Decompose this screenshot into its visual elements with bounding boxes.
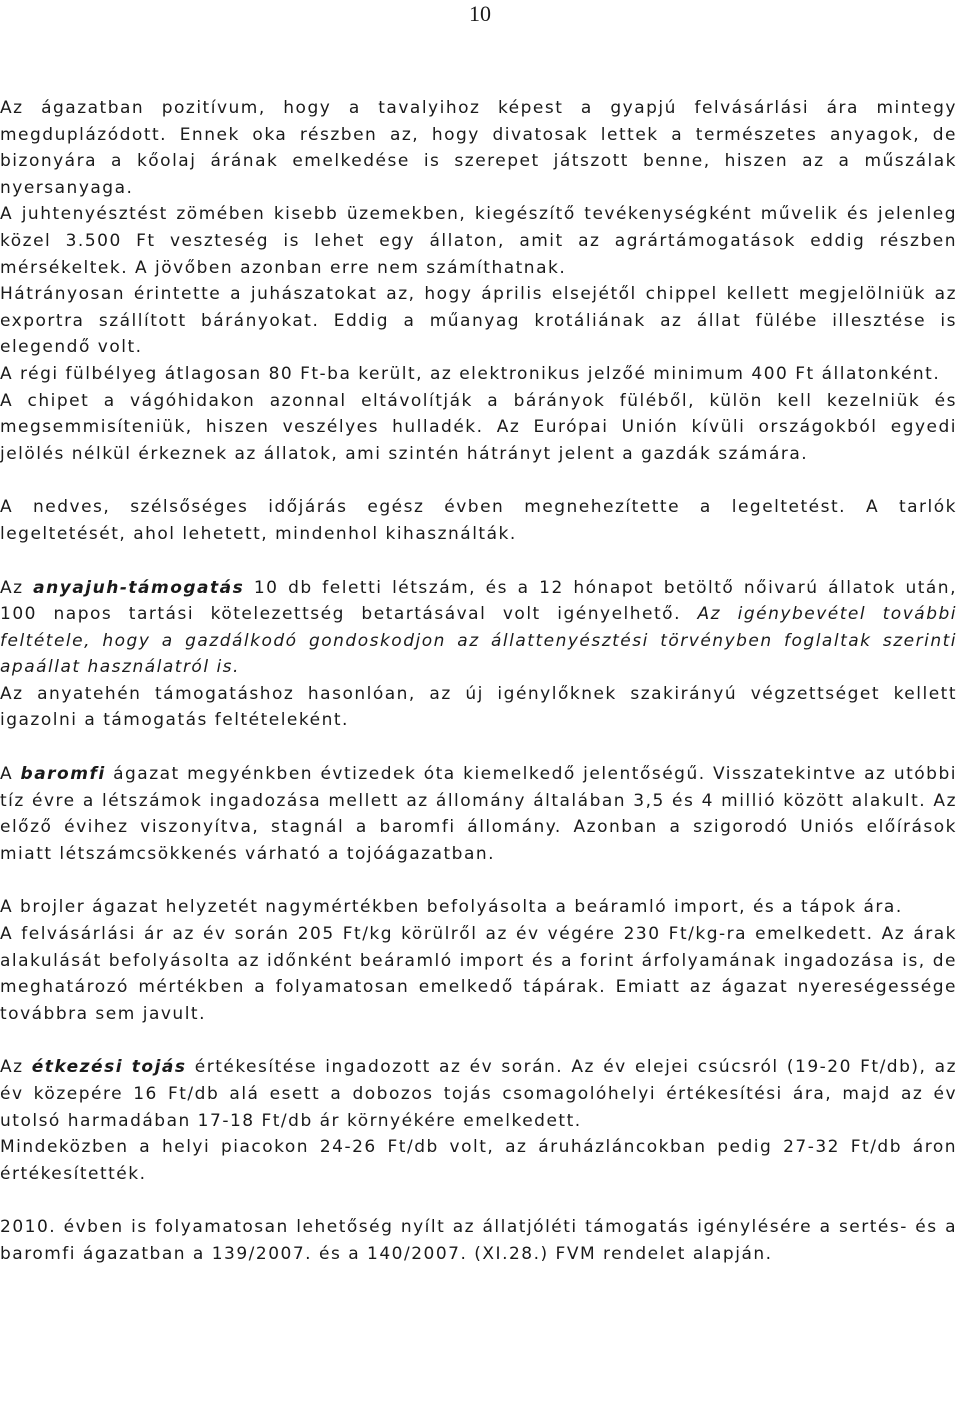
emphasis-ewe-subsidy: anyajuh-támogatás (33, 577, 245, 598)
document-body (0, 95, 957, 1268)
paragraph-sheep-farming: A juhtenyésztést zömében kisebb üzemekben, kiegészítő tevékenységként művelik és jelenleg közel 3.500 Ft veszteség is lehet egy állaton, amit az agrártámogatások eddig részben mérsékeltek. A jövőben azonban erre nem számíthatnak. (0, 204, 957, 278)
text-run: ágazat megyénkben évtizedek óta kiemelkedő jelentőségű. Visszatekintve az utóbbi tíz évre a létszámok ingadozása mellett az állomány általában 3,5 és 4 millió között alakult. Az előző évihez viszonyítva, stagnál a baromfi állomány. Azonban a szigorodó Uniós előírások miatt létszámcsökkenés várható a tojóágazatban. (0, 764, 957, 864)
text-run: Az (0, 1057, 32, 1078)
paragraph-gap (0, 734, 957, 761)
emphasis-poultry: baromfi (20, 764, 106, 785)
paragraph-market-prices: Mindeközben a helyi piacokon 24-26 Ft/db volt, az áruházláncokban pedig 27-32 Ft/db áron értékesítették. (0, 1137, 957, 1184)
page-number: 10 (469, 1, 491, 26)
paragraph-broiler: A brojler ágazat helyzetét nagymértékben befolyásolta a beáramló import, és a tápok ára. (0, 897, 903, 918)
emphasis-table-eggs: étkezési tojás (31, 1057, 187, 1078)
paragraph-gap (0, 548, 957, 575)
paragraph-weather: A nedves, szélsőséges időjárás egész évben megnehezítette a legeltetést. A tarlók legeltetését, ahol lehetett, mindenhol kihasználták. (0, 497, 957, 544)
paragraph-chip-removal: A chipet a vágóhidakon azonnal eltávolítják a bárányok füléből, külön kell kezelniük és megsemmisíteniük, hiszen veszélyes hulladék. Az Európai Unión kívüli országokból egyedi jelölés nélkül érkeznek az állatok, ami szintén hátrányt jelent a gazdák számára. (0, 390, 957, 464)
paragraph-poultry (0, 761, 957, 867)
text-run: értékesítése ingadozott az év során. Az év elejei csúcsról (19-20 Ft/db), az év közepére 16 Ft/db alá esett a dobozos tojás csomagolóhelyi értékesítési ára, majd az év utolsó harmadában 17-18 Ft/db ár környékére emelkedett. (0, 1057, 957, 1131)
paragraph-suckler-cow: Az anyatehén támogatáshoz hasonlóan, az új igénylőknek szakirányú végzettséget kellett igazolni a támogatás feltételeként. (0, 683, 957, 731)
paragraph-purchase-price: A felvásárlási ár az év során 205 Ft/kg körülről az év végére 230 Ft/kg-ra emelkedett. Az árak alakulását befolyásolta az időnként beáramló import és a forint árfolyamának ingadozása is, de meghatározó mértékben a folyamatosan emelkedő tápárak. Emiatt az ágazat nyereségessége továbbra sem javult. (0, 924, 957, 1024)
paragraph-gap (0, 467, 957, 494)
paragraph-gap (0, 1187, 957, 1214)
paragraph-gap (0, 867, 957, 894)
italic-condition: Az igénybevétel további feltétele, hogy a gazdálkodó gondoskodjon az állattenyésztési törvényben foglaltak szerinti apaállat használatról is. (0, 604, 957, 678)
paragraph-wool: Az ágazatban pozitívum, hogy a tavalyihoz képest a gyapjú felvásárlási ára mintegy megduplázódott. Ennek oka részben az, hogy divatosak lettek a természetes anyagok, de bizonyára a kőolaj árának emelkedése is szerepet játszott benne, hiszen az a műszálak nyersanyaga. (0, 98, 957, 198)
paragraph-animal-welfare: 2010. évben is folyamatosan lehetőség nyílt az állatjóléti támogatás igénylésére a sertés- és a baromfi ágazatban a 139/2007. és a 140/2007. (XI.28.) FVM rendelet alapján. (0, 1217, 957, 1264)
paragraph-chip-requirement: Hátrányosan érintette a juhászatokat az, hogy április elsejétől chippel kellett megjelölniük az exportra szállított bárányokat. Eddig a műanyag krotáliának az állat fülébe illesztése is elegendő volt. (0, 284, 957, 358)
text-run: A (0, 764, 21, 785)
paragraph-table-eggs (0, 1054, 957, 1134)
paragraph-ear-tag-cost: A régi fülbélyeg átlagosan 80 Ft-ba került, az elektronikus jelzőé minimum 400 Ft állatonként. (0, 363, 941, 384)
paragraph-gap (0, 1027, 957, 1054)
paragraph-ewe-subsidy (0, 575, 957, 681)
text-run: 10 db feletti létszám, és a 12 hónapot betöltő nőivarú állatok után, 100 napos tartási kötelezettség betartásával volt igényelhető. (0, 577, 957, 625)
text-run: Az (0, 577, 34, 598)
